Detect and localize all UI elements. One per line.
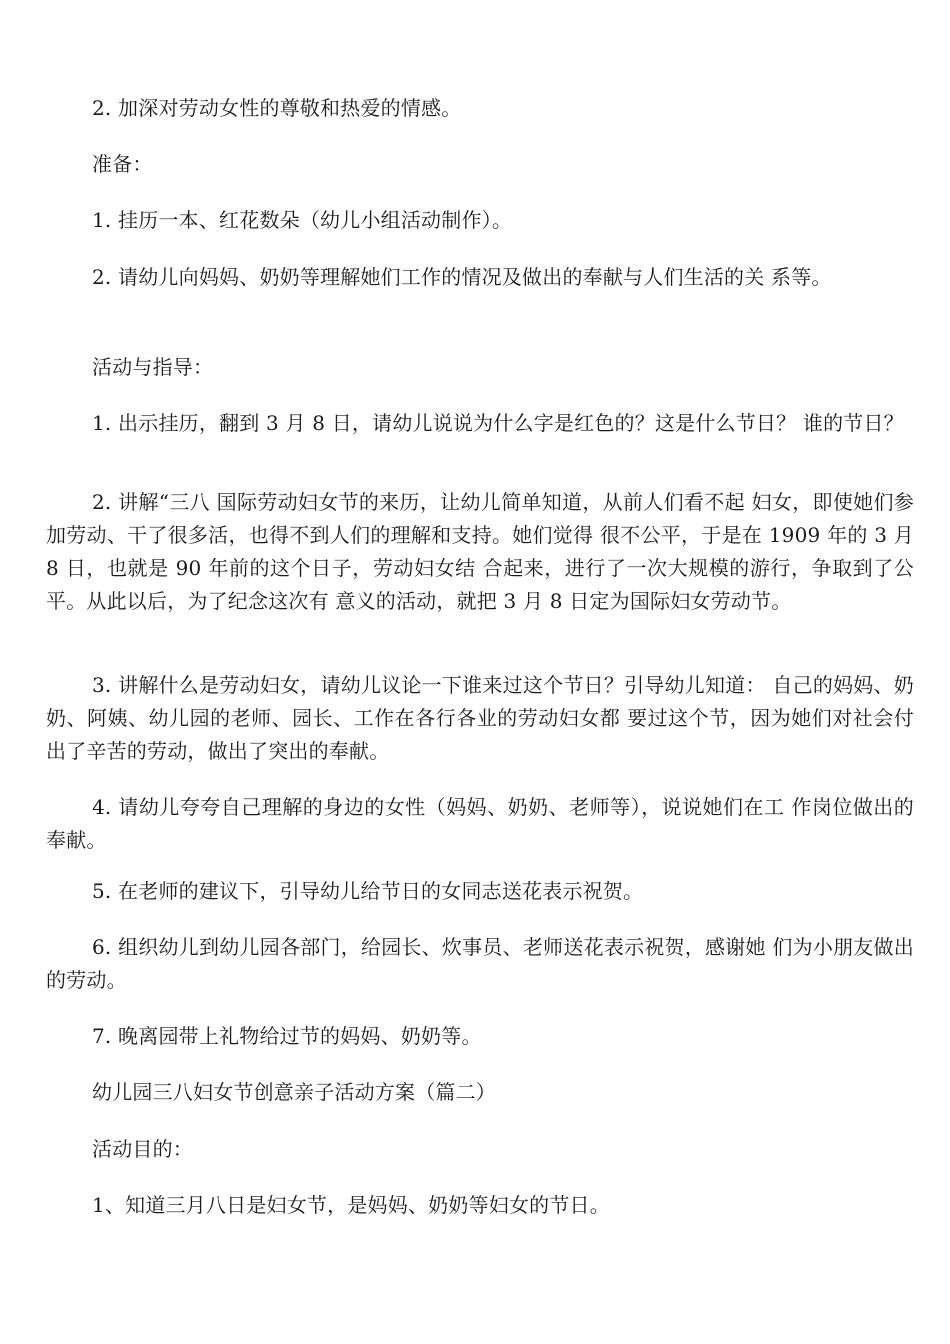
paragraph-step-5: 5. 在老师的建议下，引导幼儿给节日的女同志送花表示祝贺。 <box>92 879 644 903</box>
paragraph-step-3: 3. 讲解什么是劳动妇女，请幼儿议论一下谁来过这个节日？引导幼儿知道： 自己的妈妈、奶奶、阿姨、幼儿园的老师、园长、工作在各行各业的劳动妇女都 要过这个节，因为她们对社会付出了辛苦的劳动，做出了突出的奉献。 <box>46 673 914 763</box>
paragraph-step-4: 4. 请幼儿夸夸自己理解的身边的女性（妈妈、奶奶、老师等），说说她们在工 作岗位做出的奉献。 <box>46 795 914 852</box>
paragraph-goal-2: 2. 加深对劳动女性的尊敬和热爱的情感。 <box>92 96 462 120</box>
paragraph-prep-1: 1. 挂历一本、红花数朵（幼儿小组活动制作）。 <box>92 208 513 232</box>
heading-activity-guidance: 活动与指导： <box>92 355 214 379</box>
heading-preparation: 准备： <box>92 152 153 176</box>
paragraph-purpose-1: 1、知道三月八日是妇女节，是妈妈、奶奶等妇女的节日。 <box>92 1193 610 1217</box>
heading-activity-purpose: 活动目的： <box>92 1137 193 1161</box>
section-title-part-2: 幼儿园三八妇女节创意亲子活动方案（篇二） <box>92 1080 496 1104</box>
paragraph-step-1: 1. 出示挂历，翻到 3 月 8 日，请幼儿说说为什么字是红色的？这是什么节日？ 谁的节日？ <box>92 411 904 435</box>
paragraph-step-7: 7. 晚离园带上礼物给过节的妈妈、奶奶等。 <box>92 1024 482 1048</box>
paragraph-prep-2: 2. 请幼儿向妈妈、奶奶等理解她们工作的情况及做出的奉献与人们生活的关 系等。 <box>92 265 832 289</box>
paragraph-step-2: 2. 讲解“三八 国际劳动妇女节的来历，让幼儿简单知道，从前人们看不起 妇女，即使她们参加劳动、干了很多活，也得不到人们的理解和支持。她们觉得 很不公平，于是在 1909 年的 3 月 8 日，也就是 90 年前的这个日子，劳动妇女结 合起来，进行了一次大规模的游行，争取到了公平。从此以后，为了纪念这次有 意义的活动，就把 3 月 8 日定为国际妇女劳动节。 <box>46 490 914 613</box>
paragraph-step-6: 6. 组织幼儿到幼儿园各部门，给园长、炊事员、老师送花表示祝贺，感谢她 们为小朋友做出的劳动。 <box>46 935 914 992</box>
